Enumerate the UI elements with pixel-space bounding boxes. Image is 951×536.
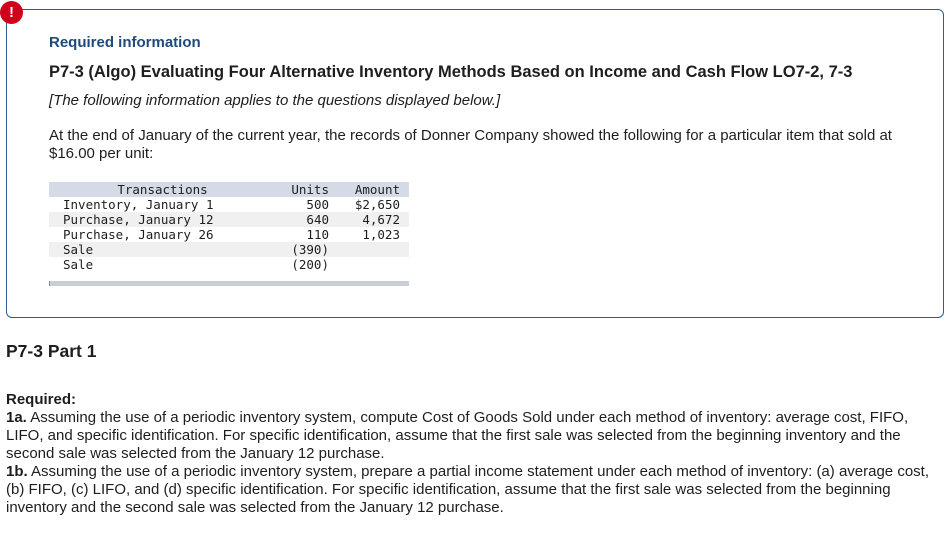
alert-icon: ! <box>0 1 23 24</box>
table-header-row <box>49 182 409 197</box>
header-units: Units <box>291 182 329 197</box>
table-row <box>49 212 409 227</box>
row-desc: Purchase, January 12 <box>63 212 214 227</box>
table-row <box>49 242 409 257</box>
header-transactions: Transactions <box>117 182 208 197</box>
required-label: Required: <box>6 391 77 408</box>
row-units: (200) <box>291 257 329 272</box>
table-row <box>49 257 409 272</box>
row-units: 500 <box>306 197 329 212</box>
table-horizontal-scrollbar[interactable] <box>49 281 409 286</box>
row-amount <box>332 242 409 257</box>
row-units: 110 <box>306 227 329 242</box>
requirement-1b-text: Assuming the use of a periodic inventory system, prepare a partial income statement under each method of inventory: (a) average cost, (b) FIFO, (c) LIFO, and (d) specific identification. For specific identification, assume that the first sale was selected from the beginning inventory and the second sale was selected from the January 12 purchase. <box>6 463 929 516</box>
applies-note: [The following information applies to the questions displayed below.] <box>49 92 501 109</box>
requirement-1a-label: 1a. <box>6 409 27 426</box>
requirement-1a-text: Assuming the use of a periodic inventory system, compute Cost of Goods Sold under each method of inventory: average cost, FIFO, LIFO, and specific identification. For specific identification, assume that the first sale was selected from the beginning inventory and the second sale was selected from the January 12 purchase. <box>6 409 909 462</box>
row-desc: Sale <box>63 242 94 257</box>
requirement-1a <box>6 409 941 463</box>
table-row <box>49 197 409 212</box>
row-desc: Sale <box>63 257 94 272</box>
table-row <box>49 227 409 242</box>
transactions-table <box>49 182 409 272</box>
row-desc: Purchase, January 26 <box>63 227 214 242</box>
intro-text: At the end of January of the current year, the records of Donner Company showed the following for a particular item that sold at $16.00 per unit: <box>49 127 892 162</box>
requirement-1b-label: 1b. <box>6 463 28 480</box>
required-information-heading: Required information <box>49 34 201 51</box>
row-units: (390) <box>291 242 329 257</box>
row-amount <box>332 257 409 272</box>
row-units: 640 <box>306 212 329 227</box>
required-instructions <box>6 391 941 517</box>
row-amount: 1,023 <box>362 227 400 242</box>
row-amount: 4,672 <box>362 212 400 227</box>
problem-title: P7-3 (Algo) Evaluating Four Alternative Inventory Methods Based on Income and Cash Flow LO7-2, 7-3 <box>49 63 853 81</box>
row-desc: Inventory, January 1 <box>63 197 214 212</box>
requirement-1b <box>6 463 941 517</box>
part-title: P7-3 Part 1 <box>6 341 97 361</box>
row-amount: $2,650 <box>354 197 400 212</box>
header-amount: Amount <box>354 182 400 197</box>
